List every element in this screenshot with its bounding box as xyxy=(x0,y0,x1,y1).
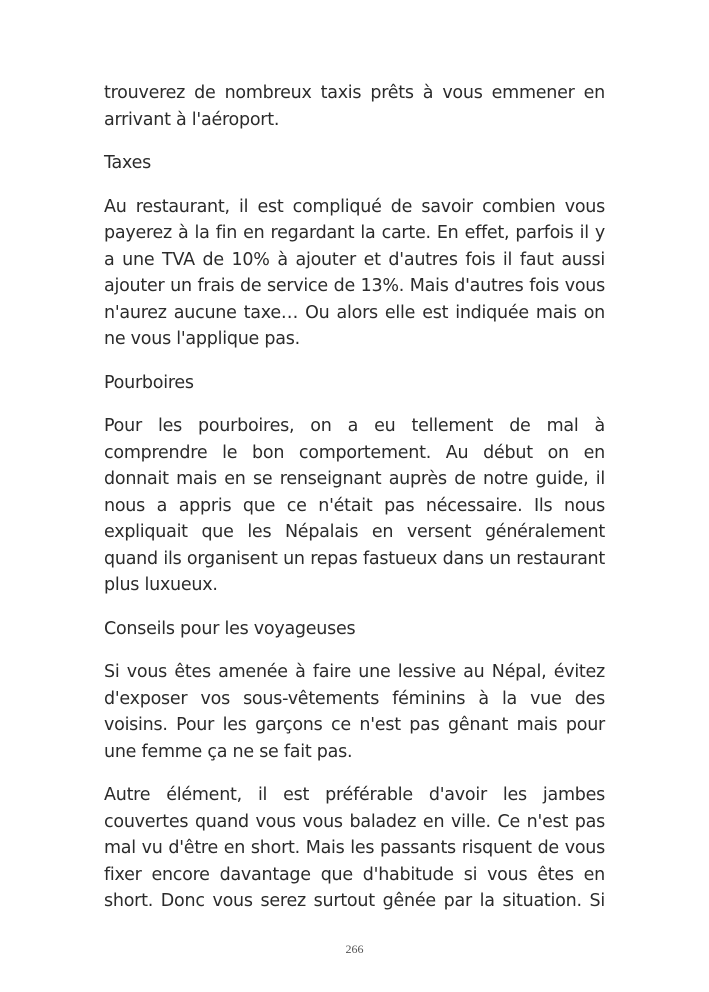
section-heading-taxes: Taxes xyxy=(104,153,151,173)
paragraph-jambes: Autre élément, il est préférable d'avoir les jambes couvertes quand vous vous baladez en ville. Ce n'est pas mal vu d'être en short. Mais les passants risquent de vous fixer encore davantage que d'habitude si vous êtes en short. Donc vous serez surtout gênée par la situation. Si xyxy=(104,785,605,911)
section-heading-conseils: Conseils pour les voyageuses xyxy=(104,618,356,639)
paragraph-lessive: Si vous êtes amenée à faire une lessive au Népal, évitez d'exposer vos sous-vêtements féminins à la vue des voisins. Pour les garçons ce n'est pas gênant mais pour une femme ça ne se fait pas. xyxy=(104,662,605,762)
section-heading-pourboires: Pourboires xyxy=(104,372,194,393)
paragraph-taxes: Au restaurant, il est compliqué de savoir combien vous payerez à la fin en regardant la carte. En effet, parfois il y a une TVA de 10% à ajouter et d'autres fois il faut aussi ajouter un frais de service de 13%. Mais d'autres fois vous n'aurez aucune taxe… Ou alors elle est indiquée mais on ne vous l'applique pas. xyxy=(104,196,605,349)
page-body xyxy=(104,80,605,915)
paragraph-taxi-arrival: trouverez de nombreux taxis prêts à vous emmener en arrivant à l'aéroport. xyxy=(104,83,605,130)
page-number: 266 xyxy=(345,942,364,956)
paragraph-pourboires: Pour les pourboires, on a eu tellement de mal à comprendre le bon comportement. Au début on en donnait mais en se renseignant auprès de notre guide, il nous a appris que ce n'était pas nécessaire. Ils nous expliquait que les Népalais en versent généralement quand ils organisent un repas fastueux dans un restaurant plus luxueux. xyxy=(104,416,605,595)
